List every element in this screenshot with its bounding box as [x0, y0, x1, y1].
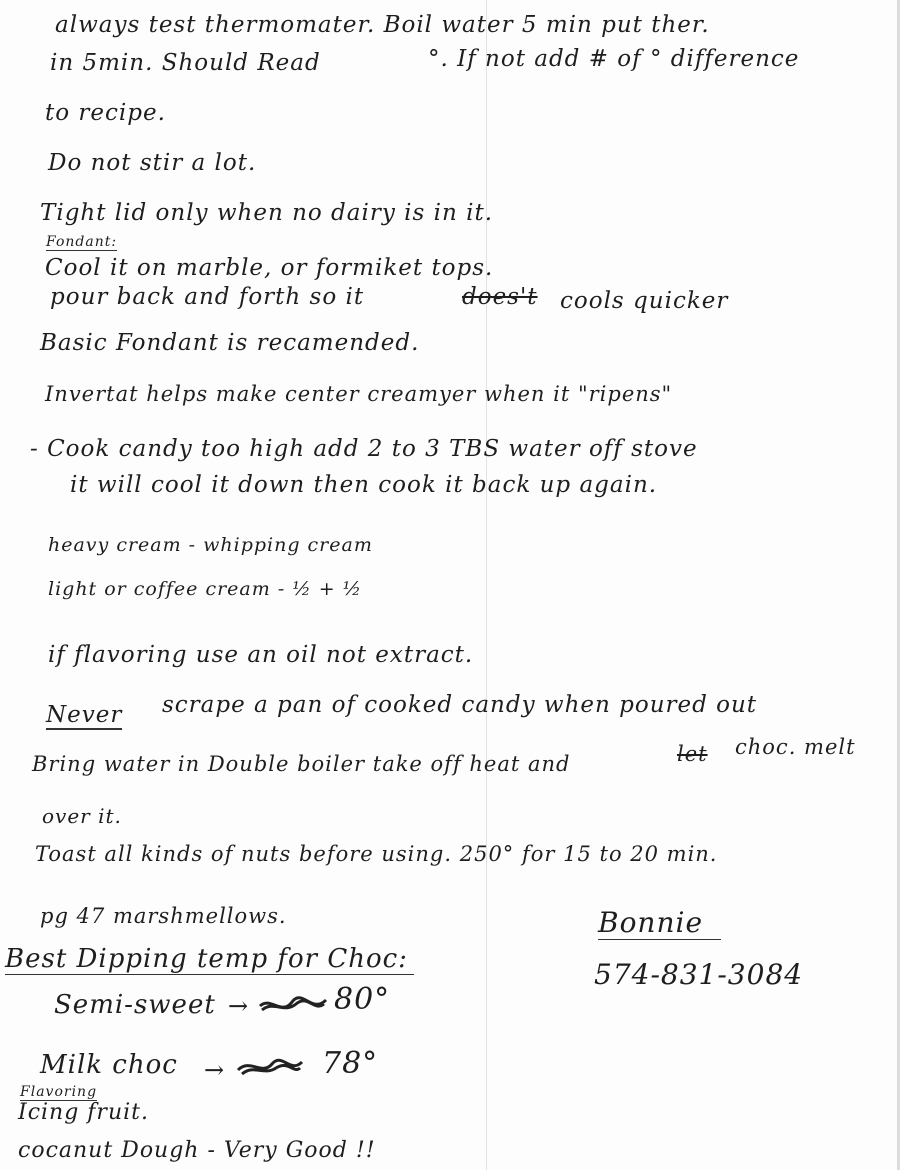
note-line: Toast all kinds of nuts before using. 250° for 15 to 20 min. [35, 842, 718, 866]
crossed-out-word: let [677, 742, 708, 766]
note-line: light or coffee cream - ½ + ½ [48, 578, 363, 600]
page-fold-line [486, 0, 487, 1170]
contact-name: Bonnie [598, 906, 721, 940]
note-line: in 5min. Should Read [50, 50, 321, 76]
note-line: Invertat helps make center creamyer when it "ripens" [45, 382, 673, 406]
underlined-word: Never [46, 702, 123, 728]
note-line: Do not stir a lot. [48, 150, 257, 176]
dipping-temp-heading: Best Dipping temp for Choc: [5, 944, 414, 975]
note-line: heavy cream - whipping cream [48, 534, 373, 556]
note-line: Semi-sweet [54, 990, 216, 1020]
note-line: - Cook candy too high add 2 to 3 TBS water off stove [30, 436, 698, 462]
note-line: Bring water in Double boiler take off heat and [32, 752, 571, 776]
note-line: °. If not add # of ° difference [428, 46, 800, 72]
note-line: Cool it on marble, or formiket tops. [45, 255, 494, 281]
crossed-out-word: does't [462, 284, 538, 310]
semi-sweet-temp: 80° [334, 982, 391, 1017]
note-line: Milk choc [40, 1050, 178, 1080]
arrow-icon: → [228, 992, 250, 1020]
note-line: Basic Fondant is recamended. [40, 330, 420, 356]
note-line: pour back and forth so it [50, 284, 365, 310]
note-line: choc. melt [735, 735, 856, 759]
arrow-icon: → [204, 1056, 226, 1084]
contact-phone: 574-831-3084 [594, 958, 804, 991]
milk-choc-temp: 78° [322, 1046, 379, 1081]
section-heading: Fondant: [46, 234, 118, 250]
note-line: if flavoring use an oil not extract. [48, 642, 474, 668]
note-line: cocanut Dough - Very Good !! [18, 1138, 376, 1163]
scribbled-out-number [258, 994, 328, 1016]
note-line: Tight lid only when no dairy is in it. [40, 200, 494, 226]
note-line: pg 47 marshmellows. [40, 904, 287, 928]
note-line: scrape a pan of cooked candy when poured out [162, 692, 758, 718]
scribbled-out-number [236, 1056, 306, 1078]
note-line: cools quicker [560, 288, 729, 314]
section-heading: Flavoring [20, 1084, 98, 1100]
note-line: always test thermomater. Boil water 5 min put ther. [55, 12, 710, 38]
note-line: it will cool it down then cook it back up again. [70, 472, 658, 498]
note-line: Icing fruit. [18, 1100, 149, 1125]
note-line: to recipe. [45, 100, 166, 126]
note-line: over it. [42, 804, 122, 828]
